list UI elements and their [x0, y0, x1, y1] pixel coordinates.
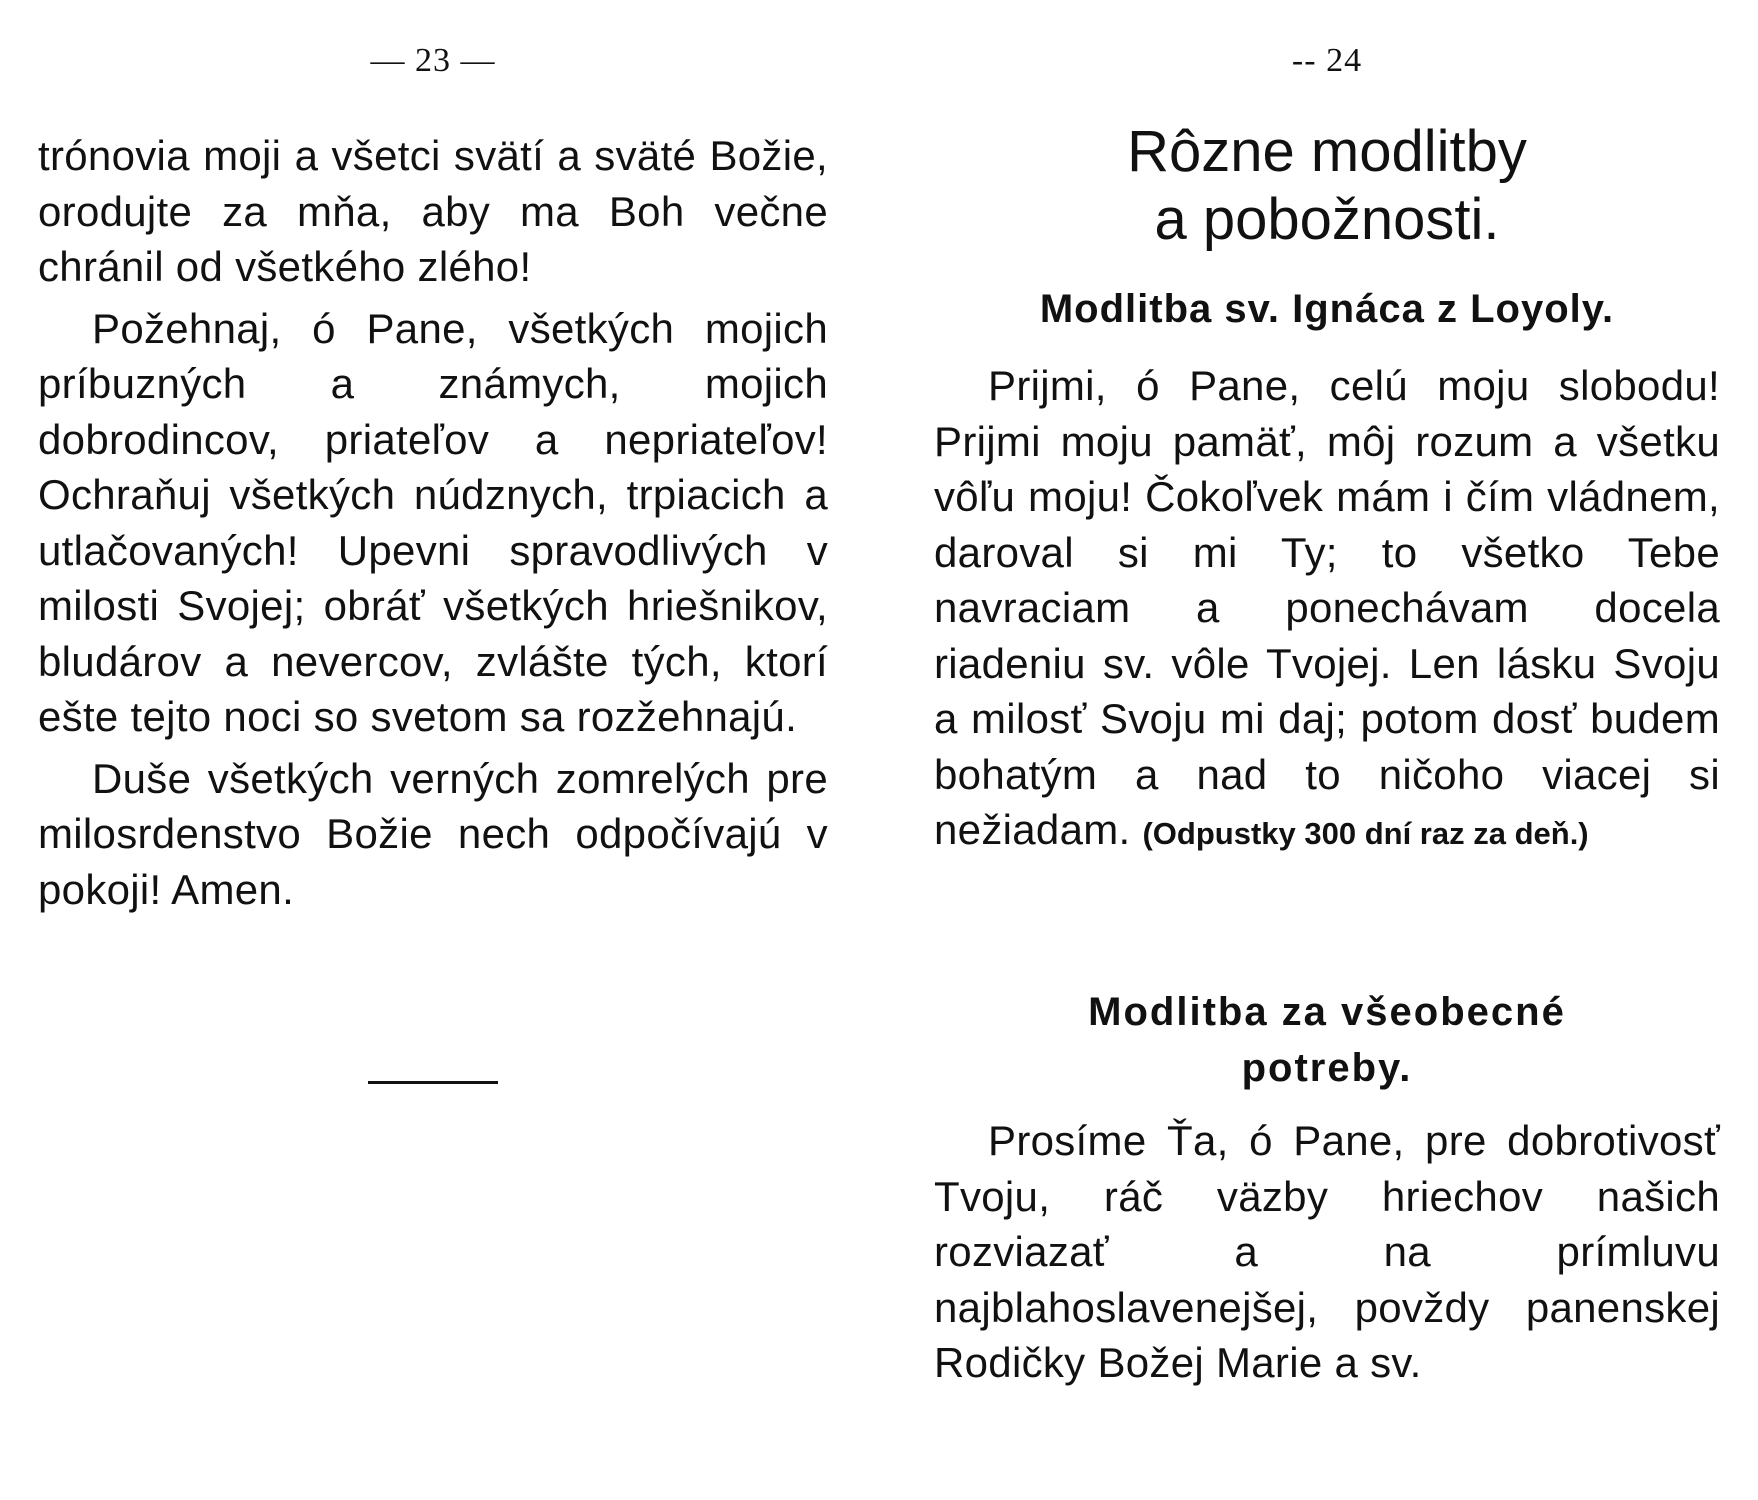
chapter-title [934, 118, 1720, 254]
right-page [934, 0, 1720, 1500]
ignatius-prayer-body: Prijmi, ó Pane, celú moju slobodu! Prijmi moju pamäť, môj rozum a všetku vôľu moju! Čokoľvek mám i čím vládnem, daroval si mi Ty; to všetko Tebe navraciam a ponechávam docela riadeniu sv. vôle Tvojej. Len lásku Svoju a milosť Svoju mi daj; potom dosť budem bohatým a nad to ničoho viacej si nežiadam. [934, 362, 1720, 853]
indulgence-note: (Odpustky 300 dní raz za deň.) [1142, 816, 1589, 851]
paragraph-souls-departed: Duše všetkých verných zomrelých pre milosrdenstvo Božie nech odpočívajú v pokoji! Amen. [38, 754, 828, 913]
left-page-text [38, 128, 828, 917]
right-page-number: -- 24 [1291, 42, 1363, 79]
heading-ignatius-prayer: Modlitba sv. Ignáca z Loyoly. [1039, 287, 1615, 331]
general-needs-prayer-text [934, 1113, 1720, 1391]
section-divider [368, 1081, 498, 1084]
heading-general-needs-line-2: potreby. [1241, 1046, 1413, 1090]
ignatius-prayer-paragraph [934, 358, 1720, 862]
paragraph-bless-relatives: Požehnaj, ó Pane, všetkých mojich príbuzných a známych, mojich dobrodincov, priateľov a nepriateľov! Ochraňuj všetkých núdznych, trpiacich a utlačovaných! Upevni spravodlivých v milosti Svojej; obráť všetkých hriešnikov, bludárov a nevercov, zvlášte tých, ktorí ešte tejto noci so svetom sa rozžehnajú. [38, 304, 828, 740]
ignatius-prayer-text [934, 358, 1720, 862]
left-page [38, 0, 828, 1500]
chapter-title-line-1: Rôzne modlitby [1127, 119, 1527, 184]
heading-general-needs-line-1: Modlitba za všeobecné [1088, 990, 1566, 1034]
left-page-number: — 23 — [370, 42, 496, 79]
general-needs-paragraph: Prosíme Ťa, ó Pane, pre dobrotivosť Tvoju, ráč väzby hriechov našich rozviazať a na prímluvu najblahoslavenejšej, povždy panenskej Rodičky Božej Marie a sv. [934, 1117, 1720, 1386]
chapter-title-line-2: a pobožnosti. [1154, 187, 1500, 252]
heading-general-needs-prayer [934, 984, 1720, 1096]
paragraph-blessing-saints: trónovia moji a všetci svätí a sväté Božie, orodujte za mňa, aby ma Boh večne chránil od všetkého zlého! [38, 132, 828, 290]
